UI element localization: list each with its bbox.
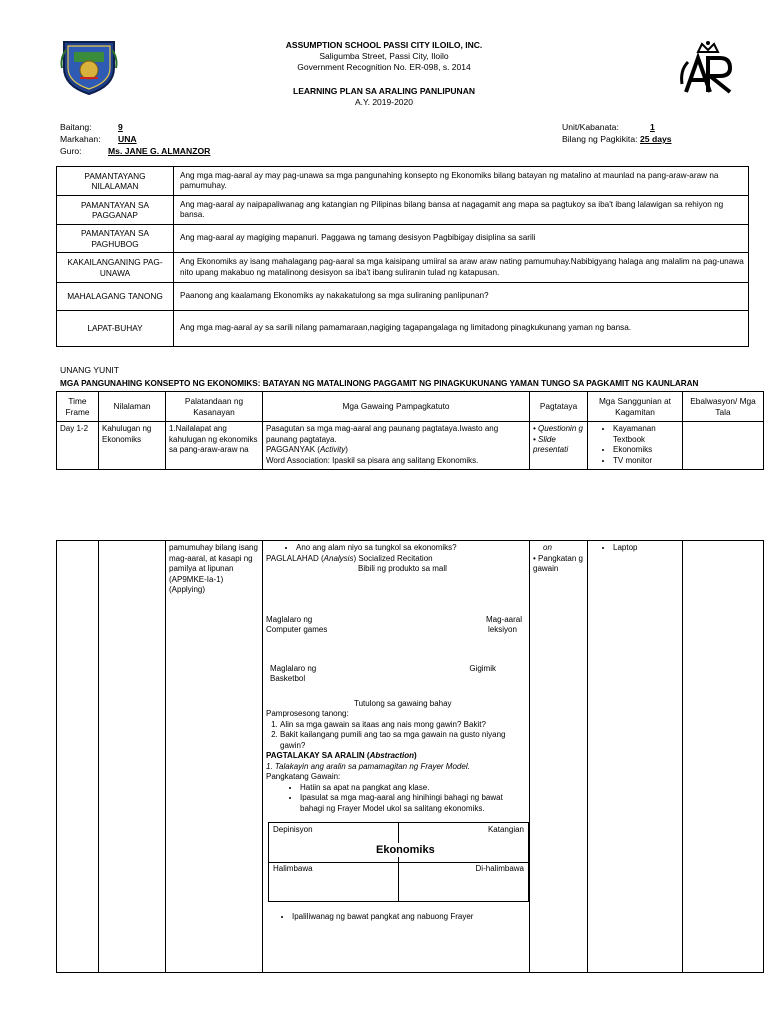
option-text: Maglalaro ng — [270, 663, 317, 673]
standard-row — [57, 196, 749, 225]
standard-row — [57, 225, 749, 253]
school-name: ASSUMPTION SCHOOL PASSI CITY ILOILO, INC. — [285, 40, 483, 50]
time-frame-cell — [57, 541, 99, 973]
pagtataya-cell — [530, 422, 588, 470]
column-header: Time Frame — [57, 392, 99, 422]
list-item: • Hatiin sa apat na pangkat ang klase. — [300, 783, 526, 794]
unit-value: 1 — [650, 122, 655, 132]
frayer-depinisyon: Depinisyon — [273, 825, 313, 834]
pagganyak-close: ) — [345, 445, 348, 454]
option-text: Mag-aaral — [485, 614, 522, 624]
pagganyak-italic: Activity — [319, 445, 346, 454]
ebalwasyon-cell — [683, 422, 764, 470]
standard-label: MAHALAGANG TANONG — [57, 283, 174, 311]
standard-label: KAKAILANGANING PAG-UNAWA — [57, 253, 174, 283]
pagtataya-text: Questionin g — [538, 424, 583, 433]
list-item: • Ipasulat sa mga mag-aaral ang hinihingi bahagi ng bawat bahagi ng Frayer Model ukol sa salitang ekonomiks. — [300, 793, 526, 814]
tutulong-text: Tutulong sa gawaing bahay — [354, 698, 452, 708]
school-address: Saligumba Street, Passi City, Iloilo — [319, 51, 449, 61]
guro-label: Guro: — [60, 146, 82, 156]
pagtataya-item: • Slide presentati — [533, 434, 569, 454]
option-text: Basketbol — [270, 674, 306, 683]
standard-label: LAPAT-BUHAY — [57, 311, 174, 347]
talakayin-main: 1. Talakayin ang aralin sa pamamagitan ng — [266, 761, 421, 771]
standard-row — [57, 167, 749, 196]
school-year: A.Y. 2019-2020 — [355, 97, 413, 107]
unit-title: UNANG YUNIT — [60, 365, 120, 375]
option-text: Gigimik — [469, 663, 496, 673]
list-item: 2. Bakit kailangang pumili ang tao sa mga gawain na gusto niyang gawin? — [280, 730, 526, 751]
frayer-model — [268, 822, 529, 902]
pagtataya-text: Pangkatan g gawain — [533, 553, 583, 573]
standard-text: Ang mag-aaral ay naipapaliwanag ang katangian ng Pilipinas bilang bansa at nagagamit ang mapa sa pagtukoy sa iba't ibang lalawigan sa rehiyon ng bansa. — [174, 196, 749, 225]
option-text: leksiyon — [487, 625, 517, 634]
table-row — [57, 541, 764, 973]
pangkatang-label: Pangkatang Gawain: — [266, 772, 341, 781]
standard-row — [57, 253, 749, 283]
bilang-label: Bilang ng Pagkikita: — [562, 134, 638, 144]
pagtataya-text: on — [543, 543, 552, 552]
talakayin-italic: Frayer Model. — [420, 761, 470, 771]
standard-text: Ang mga mag-aaral ay may pag-unawa sa mga pangunahing konsepto ng Ekonomiks bilang batayan ng matalino at maunlad na pang-araw-araw na pamumuhay. — [174, 167, 749, 196]
plan-title: LEARNING PLAN SA ARALING PANLIPUNAN — [293, 86, 475, 96]
frayer-halimbawa: Halimbawa — [273, 864, 313, 873]
column-header: Pagtataya — [530, 392, 588, 422]
pagtalakay-italic: Abstraction — [369, 751, 415, 760]
government-recognition: Government Recognition No. ER-098, s. 2014 — [297, 62, 471, 72]
frayer-center-term: Ekonomiks — [376, 844, 435, 856]
gawain-cell — [263, 541, 530, 973]
pagtataya-item: • Pangkatan g gawain — [533, 553, 583, 573]
list-item: • TV monitor — [613, 456, 679, 467]
list-item: • Ano ang alam niyo sa tungkol sa ekonomiks? — [296, 543, 526, 554]
paglalahad-label: PAGLALAHAD ( — [266, 553, 324, 563]
standard-label: PAMANTAYAN SA PAGGANAP — [57, 196, 174, 225]
column-header: Ebalwasyon/ Mga Tala — [683, 392, 764, 422]
ebalwasyon-cell — [683, 541, 764, 973]
column-header: Palatandaan ng Kasanayan — [166, 392, 263, 422]
pagtataya-item: • Questionin g — [533, 424, 583, 433]
baitang-label: Baitang: — [60, 122, 92, 132]
gawain-text: Pasagutan sa mga mag-aaral ang paunang pagtataya.Iwasto ang paunang pagtataya. — [266, 424, 499, 444]
markahan-value: UNA — [118, 134, 137, 144]
column-header: Nilalaman — [99, 392, 166, 422]
standard-text: Paanong ang kaalamang Ekonomiks ay nakakatulong sa mga suliraning panlipunan? — [174, 283, 749, 311]
time-frame-cell: Day 1-2 — [57, 422, 99, 470]
list-item: • Ipaliliwanag ng bawat pangkat ang nabuong Frayer — [292, 912, 526, 923]
list-item: • Kayamanan Textbook — [613, 424, 679, 445]
standard-row — [57, 311, 749, 347]
gawain-cell — [263, 422, 530, 470]
pagtataya-text: Slide presentati — [533, 434, 569, 454]
palatandaan-cell: 1.Nailalapat ang kahulugan ng ekonomiks sa pang-araw-araw na — [166, 422, 263, 470]
unit-subtitle: MGA PANGUNAHING KONSEPTO NG EKONOMIKS: BATAYAN NG MATALINONG PAGGAMIT NG PINAGKUKUNANG YAMAN TUNGO SA PAGKAMIT NG KAUNLARAN — [60, 379, 699, 388]
paglalahad-rest: ) Socialized Recitation — [353, 553, 433, 563]
standard-text: Ang Ekonomiks ay isang mahalagang pag-aaral sa mga kaisipang umiiral sa araw araw nating pamumuhay.Nabibigyang halaga ang malalim na pag-unawa nito upang makabuo ng matalinong desisyon sa iba't ibang suliranin tulad ng katapusan. — [174, 253, 749, 283]
markahan-label: Markahan: — [60, 134, 101, 144]
talakayin-text — [266, 762, 526, 773]
nilalaman-cell — [99, 541, 166, 973]
continuation-table — [56, 540, 764, 973]
unit-label: Unit/Kabanata: — [562, 122, 619, 132]
standard-row — [57, 283, 749, 311]
standard-text: Ang mga mag-aaral ay sa sarili nilang pamamaraan,nagiging tagapangalaga ng limitadong pinagkukunang yaman ng bansa. — [174, 311, 749, 347]
option-row — [266, 664, 526, 685]
paglalahad-italic: Analysis — [323, 553, 354, 563]
pagtalakay-label: PAGTALAKAY SA ARALIN ( — [266, 751, 370, 760]
option-row — [266, 615, 526, 636]
table-header-row — [57, 392, 764, 422]
pagtalakay-heading — [266, 751, 526, 762]
option-text: Computer games — [266, 625, 328, 634]
gawain-text: Word Association: Ipaskil sa pisara ang salitang Ekonomiks. — [266, 455, 479, 465]
standards-table — [56, 166, 749, 347]
list-item: 1. Alin sa mga gawain sa itaas ang nais mong gawin? Bakit? — [280, 720, 526, 731]
table-row — [57, 422, 764, 470]
column-header: Mga Gawaing Pampagkatuto — [263, 392, 530, 422]
list-item: • Ekonomiks — [613, 445, 679, 456]
bilang-value: 25 days — [640, 134, 672, 144]
standard-text: Ang mag-aaral ay magiging mapanuri. Paggawa ng tamang desisyon Pagbibigay disiplina sa sarili — [174, 225, 749, 253]
frayer-katangian: Katangian — [487, 825, 524, 834]
pamprosesong-label: Pamprosesong tanong: — [266, 709, 349, 718]
option-text: Maglalaro ng — [266, 614, 313, 624]
column-header: Mga Sanggunian at Kagamitan — [588, 392, 683, 422]
sanggunian-cell — [588, 422, 683, 470]
pagtalakay-close: ) — [414, 751, 417, 760]
pagganyak-label: PAGGANYAK ( — [266, 445, 320, 454]
learning-plan-table — [56, 391, 764, 470]
standard-label: PAMANTAYAN SA PAGHUBOG — [57, 225, 174, 253]
standard-label: PAMANTAYANG NILALAMAN — [57, 167, 174, 196]
bibili-text: Bibili ng produkto sa mall — [358, 564, 447, 573]
pagganyak-heading — [266, 445, 526, 456]
paglalahad-heading — [266, 554, 526, 565]
list-item: • Laptop — [613, 543, 679, 554]
palatandaan-cell: pamumuhay bilang isang mag-aaral, at kasapi ng pamilya at lipunan (AP9MKE-Ia-1) (Applying) — [166, 541, 263, 973]
frayer-di-halimbawa: Di-halimbawa — [475, 864, 524, 873]
pagtataya-cell — [530, 541, 588, 973]
sanggunian-cell — [588, 541, 683, 973]
guro-value: Ms. JANE G. ALMANZOR — [108, 146, 211, 156]
nilalaman-cell: Kahulugan ng Ekonomiks — [99, 422, 166, 470]
baitang-value: 9 — [118, 122, 123, 132]
